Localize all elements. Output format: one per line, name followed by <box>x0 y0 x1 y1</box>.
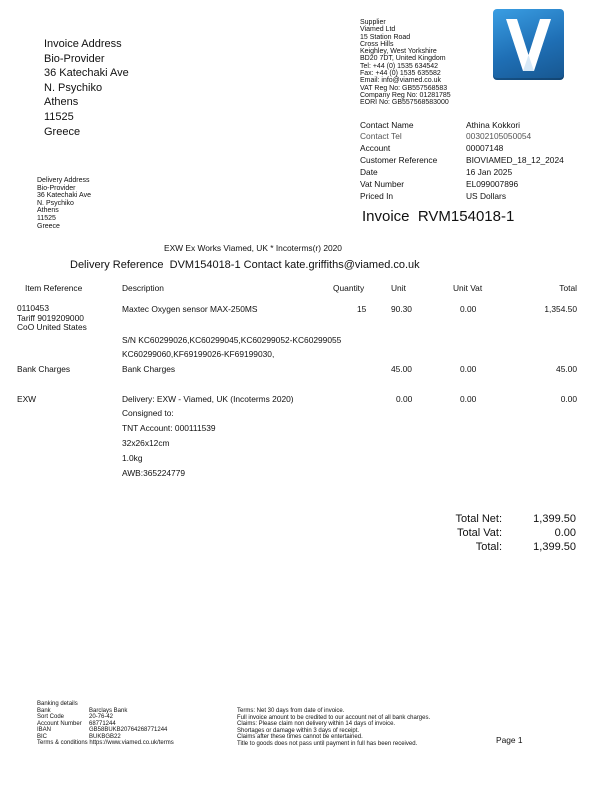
supplier-line: Keighley, West Yorkshire <box>360 48 437 56</box>
banking-details <box>37 701 237 747</box>
detail-label: Contact Tel <box>360 131 402 141</box>
delivery-reference: Delivery Reference DVM154018-1 Contact kate.griffiths@viamed.co.uk <box>70 259 420 271</box>
item3-description: Delivery: EXW - Viamed, UK (Incoterms 2020) <box>122 394 294 404</box>
terms-block <box>237 708 507 747</box>
item3-total: 0.00 <box>560 394 577 404</box>
banking-label: Bank <box>37 707 51 714</box>
supplier-line: Viamed Ltd <box>360 26 396 34</box>
detail-label: Account <box>360 143 391 153</box>
detail-value: EL099007896 <box>466 179 519 189</box>
detail-label: Contact Name <box>360 120 414 130</box>
item3-detail-line: 1.0kg <box>122 453 143 463</box>
banking-value: 68771244 <box>89 720 116 727</box>
item1-serials-line: S/N KC60299026,KC60299045,KC60299052-KC60299055 <box>122 335 342 345</box>
item3-detail-line: 32x26x12cm <box>122 438 170 448</box>
detail-value: BIOVIAMED_18_12_2024 <box>466 155 564 165</box>
supplier-line: Supplier <box>360 19 386 26</box>
terms-line: Title to goods does not pass until payment in full has been received. <box>237 740 418 747</box>
item3-unit: 0.00 <box>396 394 413 404</box>
item1-unit: 90.30 <box>391 304 412 314</box>
invoice-address-line: Bio-Provider <box>44 52 105 65</box>
item3-unit-vat: 0.00 <box>460 394 477 404</box>
delivery-address <box>37 177 91 230</box>
supplier-line: Fax: +44 (0) 1535 635582 <box>360 70 441 78</box>
item1-reference <box>17 304 87 333</box>
detail-value: 00302105050054 <box>466 131 532 141</box>
detail-vat-number <box>360 179 580 189</box>
detail-customer-reference <box>360 155 580 165</box>
banking-row <box>37 734 237 741</box>
invoice-address-line: N. Psychiko <box>44 81 103 94</box>
supplier-block <box>360 19 451 107</box>
total-value: 1,399.50 <box>533 541 576 553</box>
detail-value: 00007148 <box>466 143 504 153</box>
terms-line: Claims: Please claim non delivery within 14 days of invoice. <box>237 721 396 727</box>
terms-conditions-link[interactable]: Terms & conditions https://www.viamed.co.uk/terms <box>37 740 174 746</box>
delivery-address-line: 36 Katechaki Ave <box>37 192 91 200</box>
item3-reference: EXW <box>17 394 37 404</box>
terms-line: Terms: Net 30 days from date of invoice. <box>237 708 345 714</box>
header-quantity: Quantity <box>333 283 365 293</box>
totals-labels <box>400 512 502 554</box>
invoice-title: Invoice RVM154018-1 <box>362 208 515 225</box>
item1-quantity: 15 <box>357 304 367 314</box>
invoice-address-line: 11525 <box>44 110 74 123</box>
detail-contact-name <box>360 120 580 130</box>
item-ref-line: 0110453 <box>17 303 49 313</box>
header-item-reference: Item Reference <box>25 283 83 293</box>
banking-value: GB58BUKB20764268771244 <box>89 727 168 733</box>
total-net-value: 1,399.50 <box>533 513 576 525</box>
detail-date <box>360 167 580 177</box>
item2-total: 45.00 <box>556 364 577 374</box>
item3-detail-line: TNT Account: 000111539 <box>122 423 216 433</box>
delivery-address-line: 11525 <box>37 214 56 222</box>
supplier-line: BD20 7DT, United Kingdom <box>360 55 446 63</box>
incoterms-line: EXW Ex Works Viamed, UK * Incoterms(r) 2020 <box>164 243 342 253</box>
item3-detail-line: Consigned to: <box>122 408 174 418</box>
item-ref-line: CoO United States <box>17 322 87 332</box>
banking-label: BIC <box>37 733 48 740</box>
header-description: Description <box>122 283 164 293</box>
item2-reference: Bank Charges <box>17 364 71 374</box>
invoice-address-line: Greece <box>44 125 81 138</box>
banking-label: Account Number <box>37 720 82 727</box>
terms-line: Full invoice amount to be credited to our account net of all bank charges. <box>237 714 431 721</box>
detail-priced-in <box>360 191 580 201</box>
invoice-address-line: 36 Katechaki Ave <box>44 67 129 80</box>
item2-unit-vat: 0.00 <box>460 364 477 374</box>
header-total: Total <box>559 283 577 293</box>
banking-value: Barclays Bank <box>89 707 128 714</box>
terms-line: Shortages or damage within 3 days of receipt. <box>237 727 360 734</box>
terms-line: Claims after these times cannot be entertained. <box>237 734 363 740</box>
detail-label: Customer Reference <box>360 155 438 165</box>
header-unit-vat: Unit Vat <box>453 283 483 293</box>
detail-value: Athina Kokkori <box>466 120 520 130</box>
supplier-line: Cross Hills <box>360 40 394 48</box>
invoice-address-line: Athens <box>44 96 79 109</box>
banking-title: Banking details <box>37 701 78 707</box>
detail-account <box>360 143 580 153</box>
supplier-line: Email: info@viamed.co.uk <box>360 77 442 85</box>
banking-value: 20-76-42 <box>89 714 114 720</box>
v-logo-icon <box>493 9 564 80</box>
delivery-address-line: Greece <box>37 222 60 230</box>
item2-unit: 45.00 <box>391 364 412 374</box>
viamed-logo <box>493 9 564 80</box>
item2-description: Bank Charges <box>122 364 176 374</box>
banking-label: Sort Code <box>37 714 65 720</box>
detail-label: Priced In <box>360 191 394 201</box>
supplier-line: Tel: +44 (0) 1535 634542 <box>360 62 439 70</box>
item1-serials-line: KC60299060,KF69199026-KF69199030, <box>122 349 275 359</box>
supplier-line: EORI No: GB557568583000 <box>360 99 449 107</box>
header-unit: Unit <box>391 283 406 293</box>
total-vat-value: 0.00 <box>554 527 576 539</box>
total-net-label: Total Net: <box>455 513 502 525</box>
delivery-address-line: N. Psychiko <box>37 199 74 207</box>
totals-values <box>510 512 576 554</box>
banking-value: BUKBGB22 <box>89 733 121 740</box>
detail-contact-tel <box>360 131 580 141</box>
invoice-address-label: Invoice Address <box>44 38 122 50</box>
supplier-line: VAT Reg No: GB557568583 <box>360 84 448 92</box>
item1-description: Maxtec Oxygen sensor MAX-250MS <box>122 304 258 314</box>
supplier-line: Company Reg No: 01281785 <box>360 91 451 99</box>
delivery-address-label: Delivery Address <box>37 177 90 184</box>
item3-detail-line: AWB:365224779 <box>122 468 186 478</box>
detail-value: US Dollars <box>466 191 507 201</box>
total-label: Total: <box>475 541 502 553</box>
invoice-address <box>44 37 129 139</box>
total-vat-label: Total Vat: <box>456 527 502 539</box>
item-ref-line: Tariff 9019209000 <box>17 312 84 323</box>
item1-total: 1,354.50 <box>544 304 577 314</box>
page-number: Page 1 <box>496 735 523 745</box>
supplier-line: 15 Station Road <box>360 33 411 41</box>
delivery-address-line: Bio-Provider <box>37 184 76 192</box>
delivery-address-line: Athens <box>37 207 59 215</box>
detail-label: Date <box>360 167 378 177</box>
item1-unit-vat: 0.00 <box>460 304 477 314</box>
banking-label: IBAN <box>37 727 52 733</box>
detail-label: Vat Number <box>360 179 405 189</box>
detail-value: 16 Jan 2025 <box>466 167 513 177</box>
